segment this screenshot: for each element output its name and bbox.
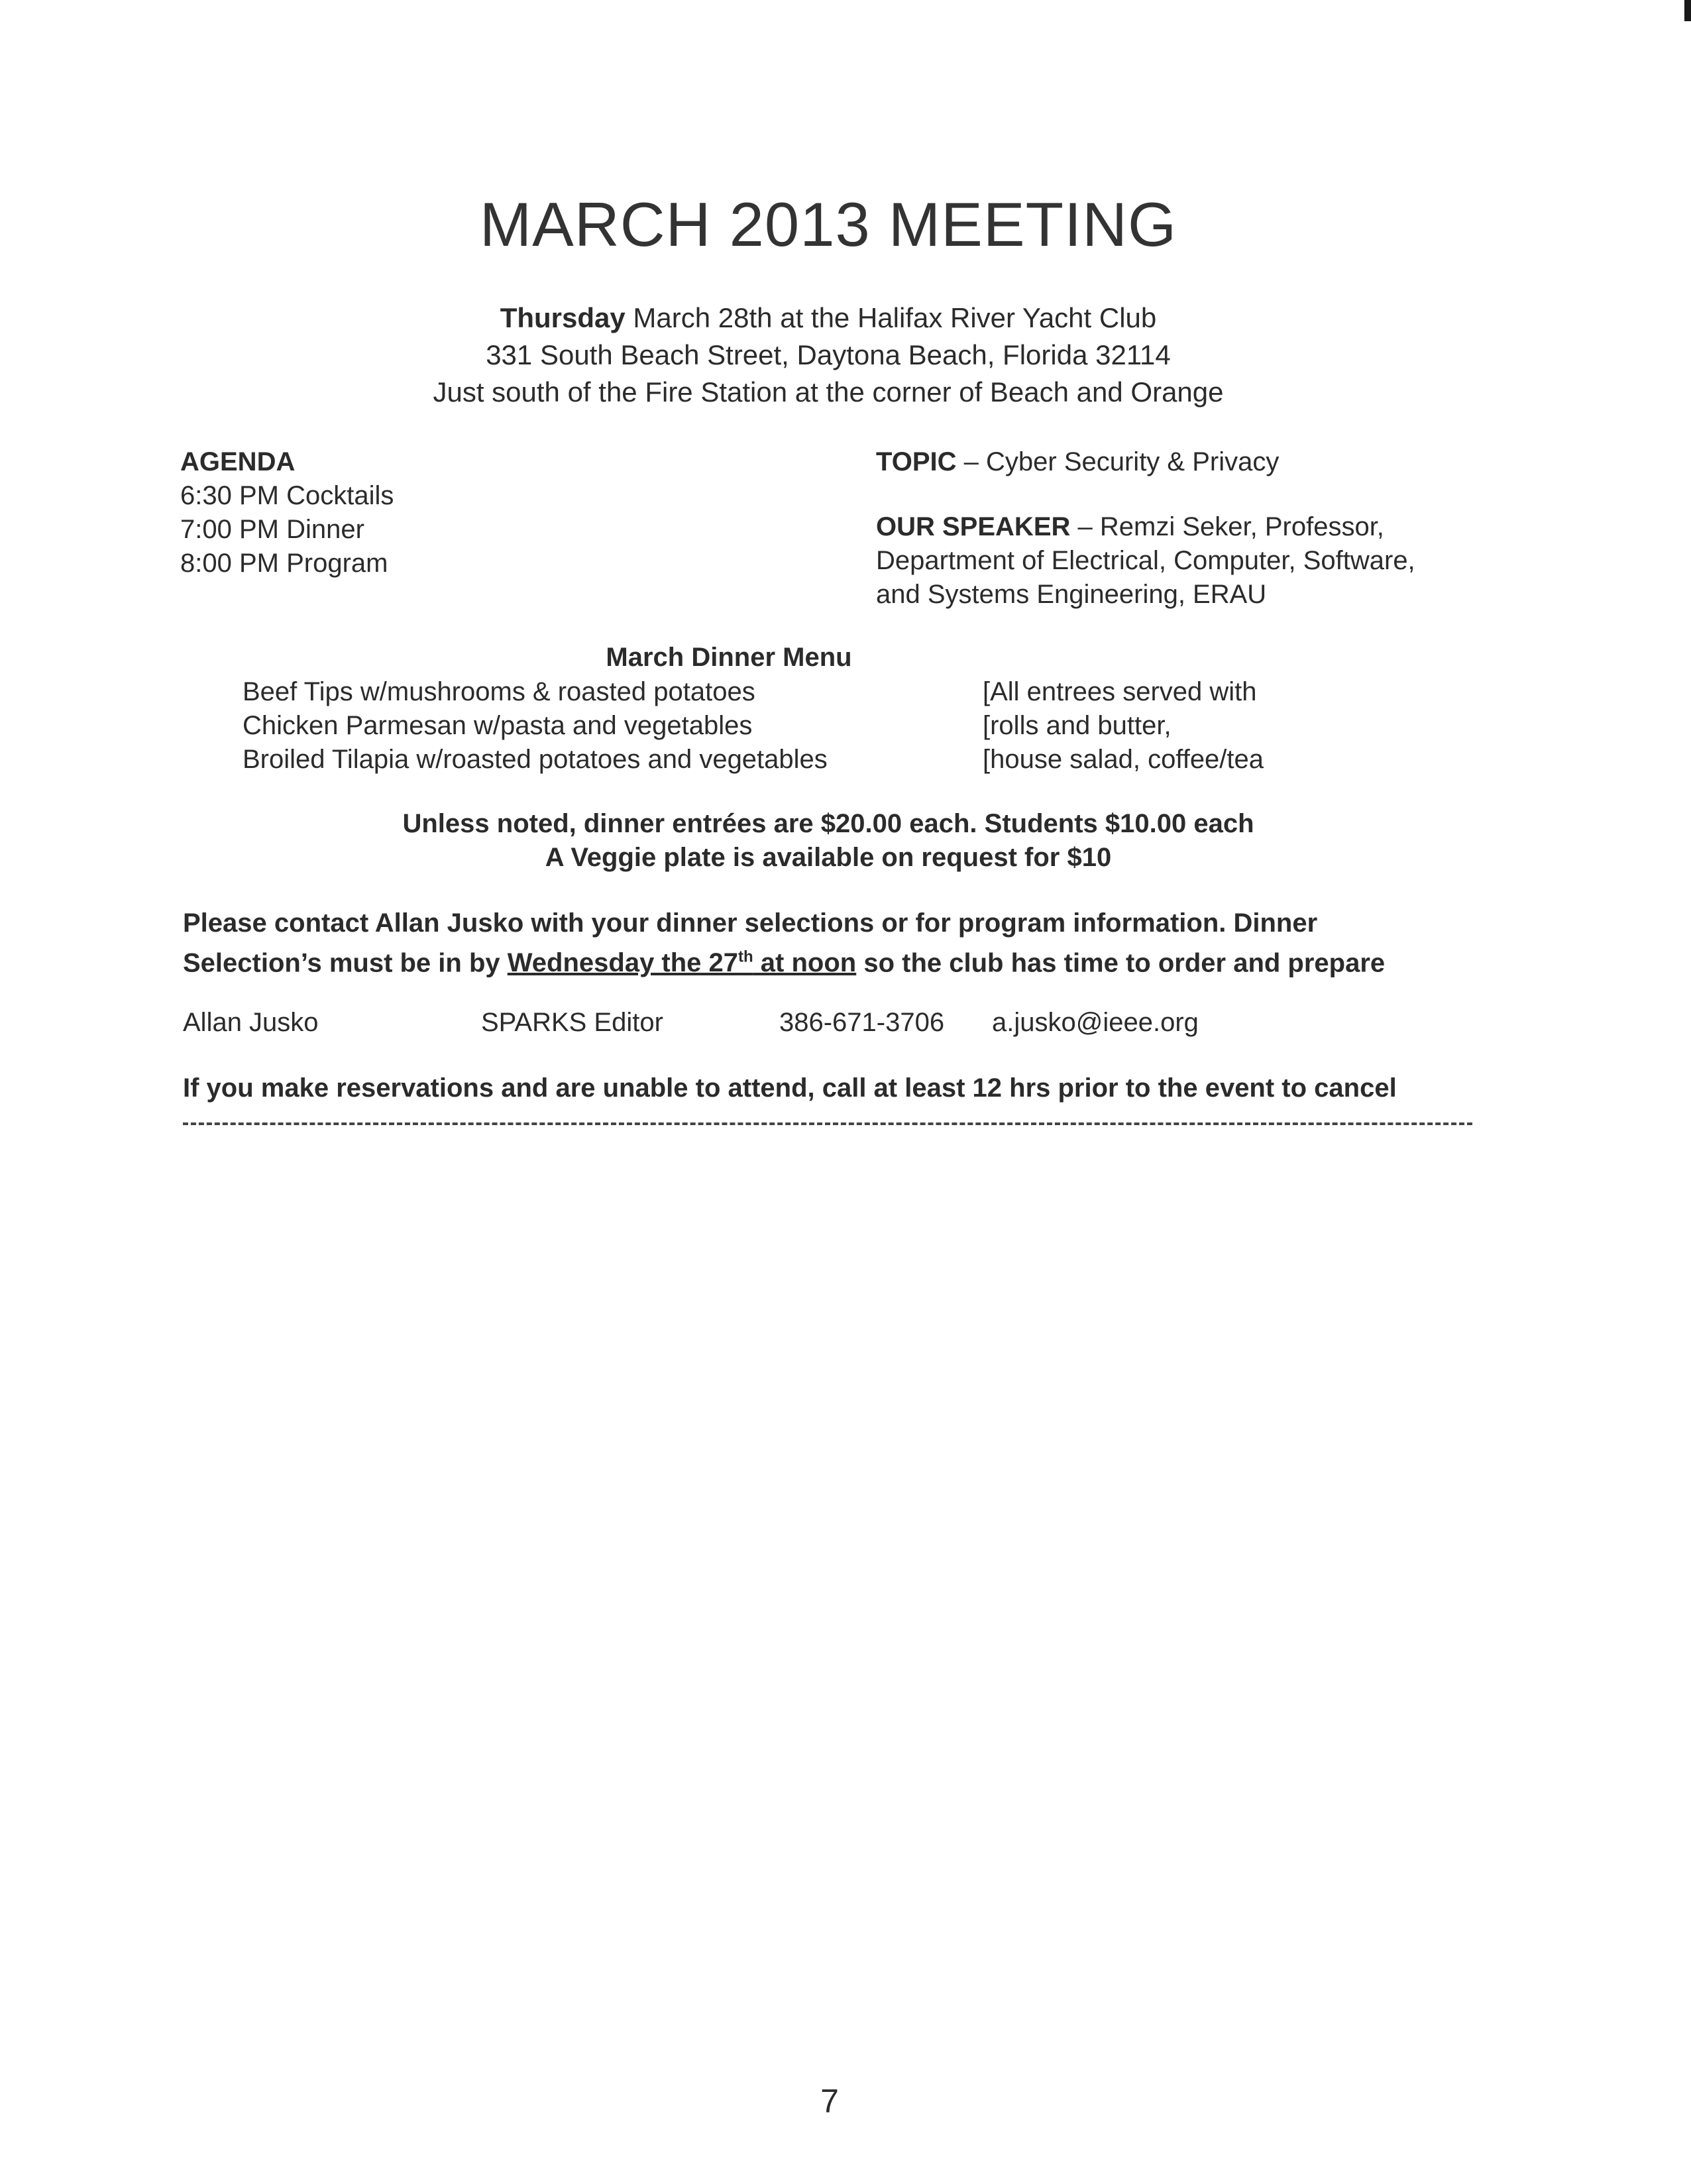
pricing-line: A Veggie plate is available on request for $10 bbox=[545, 843, 1112, 872]
event-details bbox=[0, 300, 1657, 411]
contact-note-suffix: so the club has time to order and prepare bbox=[856, 948, 1386, 978]
event-directions: Just south of the Fire Station at the corner of Beach and Orange bbox=[433, 376, 1224, 408]
contact-email: a.jusko@ieee.org bbox=[992, 1008, 1199, 1037]
speaker-name: Remzi Seker, Professor, bbox=[1099, 512, 1384, 541]
menu-items bbox=[243, 675, 828, 777]
topic-value: Cyber Security & Privacy bbox=[986, 447, 1280, 476]
agenda-item: 8:00 PM Program bbox=[180, 549, 388, 578]
cancellation-note: If you make reservations and are unable to attend, call at least 12 hrs prior to the event to cancel bbox=[183, 1073, 1397, 1103]
speaker-line bbox=[876, 510, 1415, 544]
menu-note-line: [All entrees served with bbox=[983, 677, 1257, 706]
menu-item: Broiled Tilapia w/roasted potatoes and vegetables bbox=[243, 745, 828, 774]
agenda-heading: AGENDA bbox=[180, 447, 296, 476]
dashed-divider bbox=[183, 1122, 1472, 1125]
agenda bbox=[180, 445, 394, 580]
deadline bbox=[508, 948, 856, 977]
event-day: Thursday bbox=[500, 302, 626, 333]
contact-name: Allan Jusko bbox=[183, 1008, 319, 1037]
deadline-tail: at noon bbox=[753, 948, 857, 978]
menu-item: Chicken Parmesan w/pasta and vegetables bbox=[243, 711, 753, 740]
topic-label: TOPIC bbox=[876, 447, 957, 476]
deadline-ordinal: th bbox=[738, 948, 753, 966]
menu-item: Beef Tips w/mushrooms & roasted potatoes bbox=[243, 677, 755, 706]
speaker-label: OUR SPEAKER bbox=[876, 512, 1071, 541]
contact-note-prefix: Selection’s must be in by bbox=[183, 948, 508, 978]
agenda-item: 6:30 PM Cocktails bbox=[180, 481, 394, 510]
pricing bbox=[0, 807, 1657, 875]
topic bbox=[876, 445, 1279, 479]
speaker-separator: – bbox=[1070, 512, 1100, 541]
contact-note bbox=[183, 906, 1385, 980]
agenda-item: 7:00 PM Dinner bbox=[180, 515, 364, 544]
speaker bbox=[876, 510, 1415, 612]
scan-edge-mark bbox=[1684, 0, 1691, 21]
contact-role: SPARKS Editor bbox=[481, 1008, 663, 1037]
contact-note-line: Please contact Allan Jusko with your dinner selections or for program information. Dinner bbox=[183, 908, 1318, 938]
menu-note-line: [rolls and butter, bbox=[983, 711, 1172, 740]
menu-note bbox=[983, 675, 1264, 777]
event-date-location: March 28th at the Halifax River Yacht Club bbox=[625, 302, 1157, 333]
contact-phone: 386-671-3706 bbox=[779, 1008, 945, 1037]
page-number: 7 bbox=[820, 2083, 839, 2120]
menu-note-line: [house salad, coffee/tea bbox=[983, 745, 1264, 774]
deadline-main: Wednesday the 27 bbox=[507, 948, 739, 978]
event-date-line bbox=[0, 300, 1657, 337]
contact-note-line bbox=[183, 940, 1385, 980]
event-address: 331 South Beach Street, Daytona Beach, Florida 32114 bbox=[486, 339, 1171, 370]
menu-heading: March Dinner Menu bbox=[606, 643, 852, 672]
page-title: MARCH 2013 MEETING bbox=[479, 190, 1177, 259]
topic-separator: – bbox=[956, 447, 986, 476]
speaker-line: and Systems Engineering, ERAU bbox=[876, 580, 1267, 609]
pricing-line: Unless noted, dinner entrées are $20.00 each. Students $10.00 each bbox=[402, 809, 1254, 838]
speaker-line: Department of Electrical, Computer, Software, bbox=[876, 546, 1415, 575]
